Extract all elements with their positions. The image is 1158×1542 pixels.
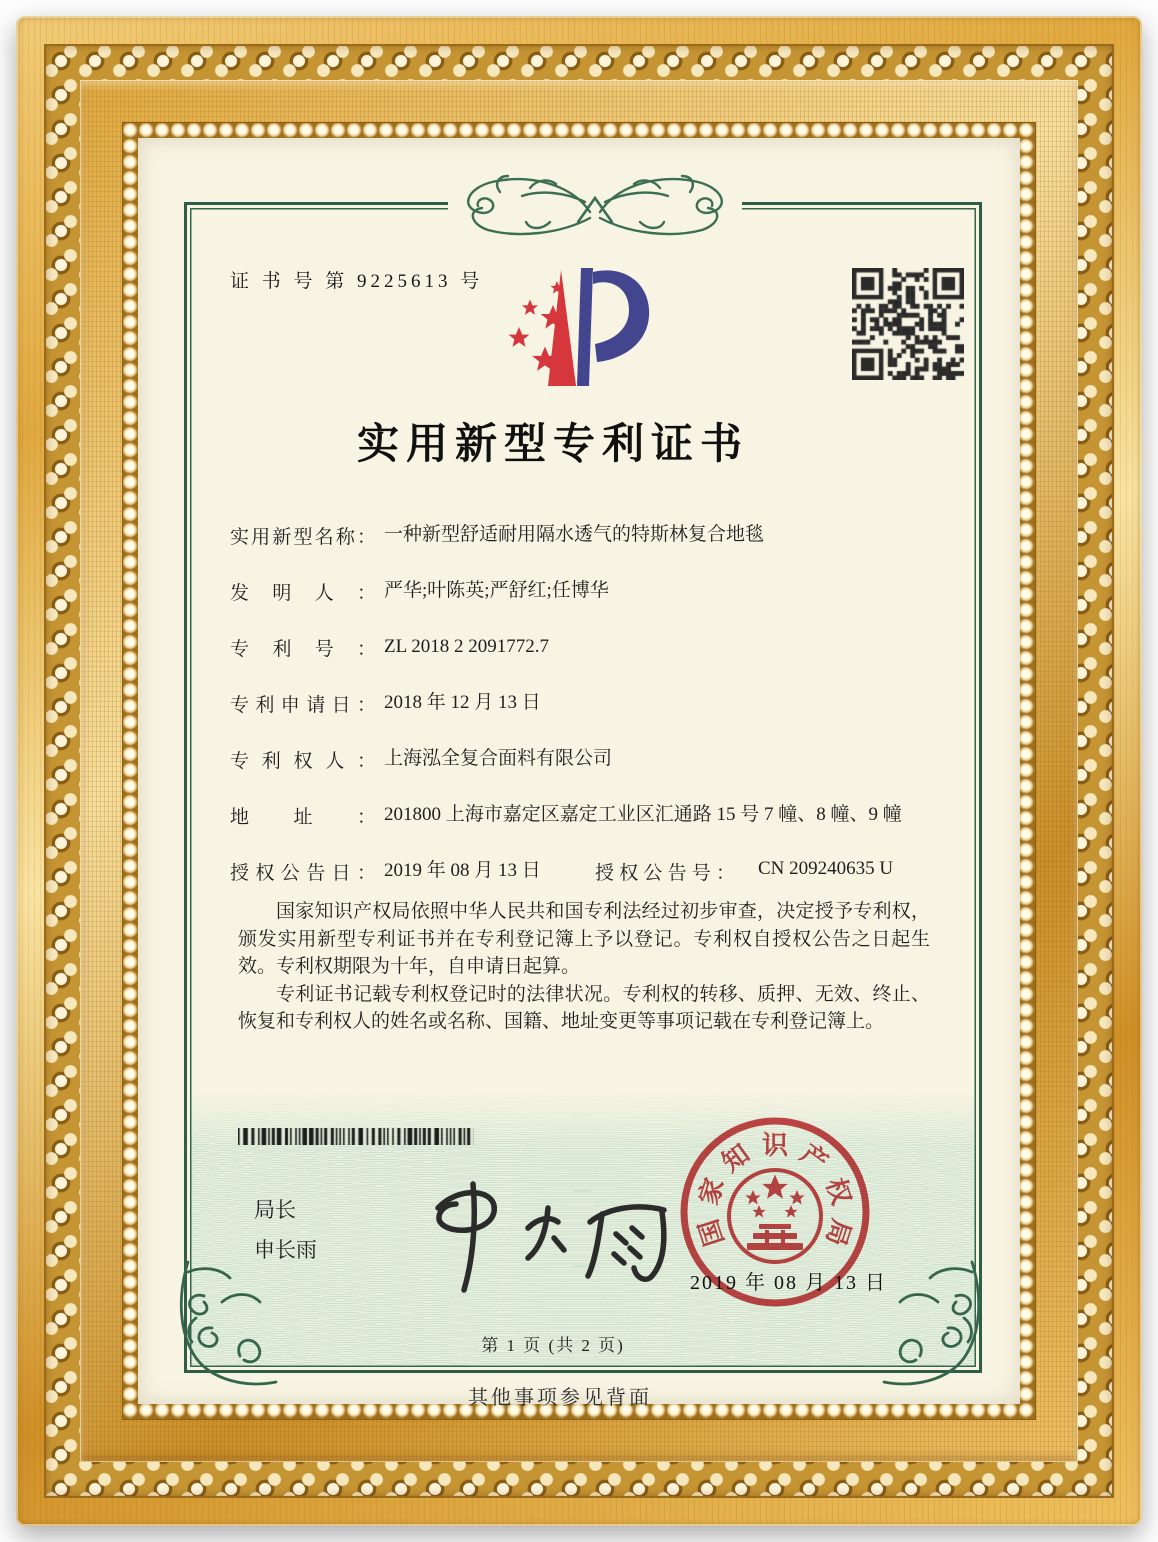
footer-note: 其他事项参见背面 xyxy=(468,1387,652,1409)
page-number: 第 1 页 (共 2 页) xyxy=(481,1336,625,1355)
legal-paragraph-2: 专利证书记载专利权登记时的法律状况。专利权的转移、质押、无效、终止、恢复和专利权人的姓名或名称、国籍、地址变更等事项记载在专利登记簿上。 xyxy=(238,983,930,1032)
svg-text:权: 权 xyxy=(820,1174,857,1209)
field-value: 2018 年 12 月 13 日 xyxy=(384,692,541,713)
field-value: 201800 上海市嘉定区嘉定工业区汇通路 15 号 7 幢、8 幢、9 幢 xyxy=(384,804,902,825)
officer-name: 申长雨 xyxy=(254,1239,317,1262)
qr-code xyxy=(852,268,964,380)
picture-frame-bead-edge xyxy=(122,122,1036,1420)
legal-text xyxy=(238,898,930,1036)
svg-text:局: 局 xyxy=(820,1215,857,1250)
field-row-filing-date xyxy=(230,690,970,720)
picture-frame-inner-gold-band xyxy=(80,80,1078,1462)
svg-text:识: 识 xyxy=(761,1131,789,1160)
director-signature xyxy=(378,1176,678,1298)
field-label: 发明人： xyxy=(230,583,376,604)
seal-date: 2019 年 08 月 13 日 xyxy=(690,1272,887,1294)
field-label: 专利申请日： xyxy=(230,695,376,716)
legal-paragraph-1: 国家知识产权局依照中华人民共和国专利法经过初步审查，决定授予专利权，颁发实用新型专利证书并在专利登记簿上予以登记。专利权自授权公告之日起生效。专利权期限为十年，自申请日起算。 xyxy=(238,901,930,977)
field-label: 地址： xyxy=(230,807,376,828)
grant-no-label: 授权公告号： xyxy=(595,863,735,884)
certificate-paper xyxy=(138,138,1020,1409)
field-row-name xyxy=(230,522,970,552)
svg-text:产: 产 xyxy=(795,1138,834,1178)
certificate-title: 实用新型专利证书 xyxy=(356,422,749,468)
cnipa-patent-logo xyxy=(505,256,655,396)
field-value: 上海泓全复合面料有限公司 xyxy=(384,748,613,769)
svg-text:知: 知 xyxy=(716,1138,755,1178)
field-row-inventors xyxy=(230,578,970,608)
grant-no-value: CN 209240635 U xyxy=(758,858,894,879)
barcode xyxy=(238,1128,474,1145)
picture-frame-carved-band xyxy=(44,44,1114,1498)
logo-blue-p xyxy=(593,270,649,362)
officer-title: 局长 xyxy=(254,1199,296,1222)
field-label: 授权公告日： xyxy=(230,863,376,884)
floral-corner-ornament-left xyxy=(166,1260,300,1398)
field-label: 实用新型名称： xyxy=(230,527,376,548)
field-row-grant xyxy=(230,858,970,888)
dragon-ornament xyxy=(430,162,760,254)
field-value: 一种新型舒适耐用隔水透气的特斯林复合地毯 xyxy=(384,524,765,545)
certificate-number: 证 书 号 第 9225613 号 xyxy=(230,271,484,292)
field-value: 严华;叶陈英;严舒红;任博华 xyxy=(384,580,609,601)
field-row-patentee xyxy=(230,746,970,776)
seal-national-emblem xyxy=(729,1170,821,1262)
svg-text:家: 家 xyxy=(693,1174,730,1209)
field-label: 专利号： xyxy=(230,639,376,660)
field-value: 2019 年 08 月 13 日 xyxy=(384,860,541,881)
picture-frame-outer-band xyxy=(16,16,1142,1526)
field-value: ZL 2018 2 2091772.7 xyxy=(384,636,550,657)
field-label: 专利权人： xyxy=(230,751,376,772)
field-row-address xyxy=(230,802,970,858)
svg-text:国: 国 xyxy=(693,1215,730,1250)
field-row-patent-no xyxy=(230,634,970,664)
